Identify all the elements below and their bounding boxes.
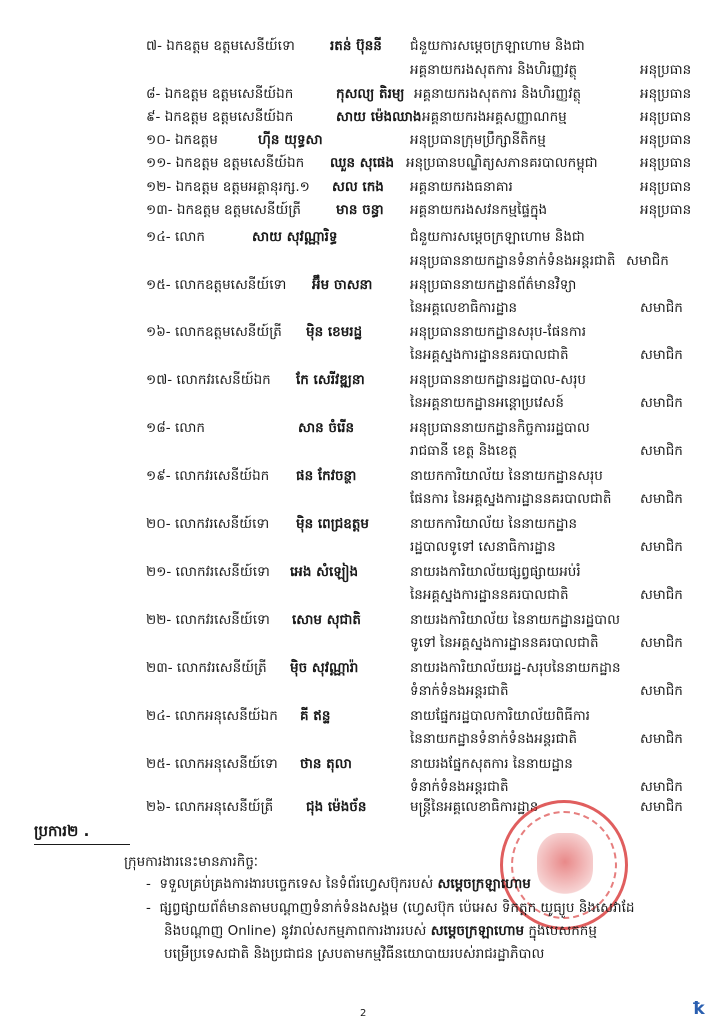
member-duty-line2: នៃអគ្គស្នងការដ្ឋាននគរបាលជាតិ — [410, 347, 569, 363]
member-name: ឈួន សុផេង — [330, 155, 395, 171]
member-role: អនុប្រធាន — [640, 202, 692, 218]
member-name: សល កេង — [332, 179, 384, 195]
member-duty-line2: ទំនាក់ទំនងអន្តរជាតិ — [410, 779, 509, 795]
member-duty-line2: អគ្គនាយករងសុតការ និងហិរញ្ញវត្ថុ — [410, 62, 578, 78]
article-bullet-2-line3: បម្រើប្រទេសជាតិ និងប្រជាជន ស្របតាមកម្មវិធីនយោបាយរបស់រាជរដ្ឋាភិបាល — [164, 946, 545, 962]
article-bullet-1: - ទទួលគ្រប់គ្រងការងារបច្ចេកទេស នៃទំព័រហ្វេសប៊ុករបស់ សម្តេចក្រឡាហោម — [146, 876, 531, 892]
member-number-title: ២២- លោកវរសេនីយ៍ទោ — [146, 612, 270, 628]
member-duty-line2: ទូទៅ នៃអគ្គស្នងការដ្ឋាននគរបាលជាតិ — [410, 635, 599, 651]
member-name: អ៊ឹម ចាសនា — [312, 277, 373, 293]
member-duty: ជំនួយការសម្តេចក្រឡាហោម និងជា — [410, 229, 585, 245]
member-duty: អនុប្រធានបណ្ឌិត្យសភានគរបាលកម្ពុជា — [406, 155, 598, 171]
member-role: សមាជិក — [626, 253, 669, 269]
member-duty: អនុប្រធាននាយកដ្ឋានព័ត៌មានវិទ្យា — [410, 277, 577, 293]
member-name: កែ សេរីវឌ្ឍនា — [296, 372, 365, 388]
member-name: ផន កែវចន្ថា — [296, 468, 357, 484]
member-role: អនុប្រធាន — [640, 179, 692, 195]
member-role: សមាជិក — [640, 683, 683, 699]
member-number-title: ២៦- លោកអនុសេនីយ៍ត្រី — [146, 799, 274, 815]
member-name: ម៉ិច សុវណ្ណារ៉ា — [290, 660, 359, 676]
member-duty: អនុប្រធាននាយកដ្ឋានកិច្ចការរដ្ឋបាល — [410, 420, 590, 436]
member-name: សាយ ម៉េងឈាង — [336, 109, 422, 125]
member-name: គី ឥន្ទ — [300, 708, 331, 724]
member-role: សមាជិក — [640, 347, 683, 363]
member-number-title: ២៤- លោកអនុសេនីយ៍ឯក — [146, 708, 278, 724]
handwritten-initial: ꝁ — [693, 999, 705, 1019]
member-role: អនុប្រធាន — [640, 155, 692, 171]
member-duty: អគ្គនាយករងអគ្គសញ្ញាណកម្ម — [422, 109, 567, 125]
member-duty: នាយរងការិយាល័យរដ្ឋ-សរុបនៃនាយកដ្ឋាន — [410, 660, 621, 676]
member-role: សមាជិក — [640, 443, 683, 459]
member-duty: អនុប្រធាននាយកដ្ឋានសរុប-ផែនការ — [410, 324, 586, 340]
member-role: សមាជិក — [640, 779, 683, 795]
member-duty: អគ្គនាយករងធនាគារ — [410, 179, 513, 195]
member-number-title: ១២- ឯកឧត្តម ឧត្តមអគ្គានុរក្ស.១ — [146, 179, 310, 195]
member-duty-line2: ផែនការ នៃអគ្គស្នងការដ្ឋាននគរបាលជាតិ — [410, 491, 612, 507]
member-number-title: ១៩- លោកវរសេនីយ៍ឯក — [146, 468, 270, 484]
member-number-title: ២០- លោកវរសេនីយ៍ទោ — [146, 516, 270, 532]
member-duty: ជំនួយការសម្តេចក្រឡាហោម និងជា — [410, 38, 585, 54]
member-role: សមាជិក — [640, 300, 683, 316]
member-role: សមាជិក — [640, 587, 683, 603]
member-duty: អគ្គនាយករងសុតការ និងហិរញ្ញវត្ថុ — [414, 86, 582, 102]
member-name: រតន់ ប៊ុននី — [330, 38, 382, 54]
member-name: សាយ សុវណ្ណារិទ្ធ — [252, 229, 338, 245]
member-role: សមាជិក — [640, 491, 683, 507]
article-bullet-2-line2: និងបណ្តាញ Online) នូវរាល់សកម្មភាពការងាររបស់ សម្តេចក្រឡាហោម ក្នុងបេសកកម្ម — [164, 923, 597, 939]
article-intro: ក្រុមការងារនេះមានភារកិច្ចៈ — [124, 854, 259, 870]
member-name: អេង សំឡៀង — [290, 564, 359, 580]
member-role: សមាជិក — [640, 731, 683, 747]
member-name: ហ៊ីន យុទ្ធសា — [258, 132, 323, 148]
member-role: អនុប្រធាន — [640, 109, 692, 125]
member-role: សមាជិក — [640, 635, 683, 651]
highlighted-name: សម្តេចក្រឡាហោម — [430, 923, 525, 939]
member-number-title: ១០- ឯកឧត្តម — [146, 132, 218, 148]
member-duty-line2: នៃអគ្គនាយកដ្ឋានអន្តោប្រវេសន៍ — [410, 395, 564, 411]
member-number-title: ២៣- លោកវរសេនីយ៍ត្រី — [146, 660, 267, 676]
member-role: អនុប្រធាន — [640, 62, 692, 78]
member-number-title: ៩- ឯកឧត្តម ឧត្តមសេនីយ៍ឯក — [146, 109, 294, 125]
member-duty: នាយរងផ្នែកសុតការ នៃនាយដ្ឋាន — [410, 756, 573, 772]
member-duty-line2: ទំនាក់ទំនងអន្តរជាតិ — [410, 683, 509, 699]
member-duty: នាយកការិយាល័យ នៃនាយកដ្ឋានសរុប — [410, 468, 603, 484]
member-number-title: ២៥- លោកអនុសេនីយ៍ទោ — [146, 756, 278, 772]
member-name: ម៉ិន ពេជ្រឧត្តម — [296, 516, 369, 532]
member-number-title: ១៤- លោក — [146, 229, 205, 245]
member-duty-line2: រដ្ឋបាលទូទៅ សេនាធិការដ្ឋាន — [410, 539, 556, 555]
bullet-dash: - — [146, 900, 160, 916]
member-duty: អនុប្រធានក្រុមប្រឹក្សានីតិកម្ម — [410, 132, 546, 148]
member-name: សោម សុជាតិ — [292, 612, 361, 628]
member-number-title: ១៦- លោកឧត្តមសេនីយ៍ត្រី — [146, 324, 282, 340]
member-role: អនុប្រធាន — [640, 86, 692, 102]
member-number-title: ២១- លោកវរសេនីយ៍ទោ — [146, 564, 270, 580]
article-heading: ប្រការ២ . — [34, 822, 89, 844]
member-duty: នាយរងការិយាល័យផ្សព្វផ្សាយអប់រំ — [410, 564, 581, 580]
member-duty-line2: នៃអគ្គស្នងការដ្ឋាននគរបាលជាតិ — [410, 587, 569, 603]
member-number-title: ៨- ឯកឧត្តម ឧត្តមសេនីយ៍ឯក — [146, 86, 294, 102]
highlighted-name: សម្តេចក្រឡាហោម — [437, 876, 531, 892]
member-duty: នាយរងការិយាល័យ នៃនាយកដ្ឋានរដ្ឋបាល — [410, 612, 620, 628]
member-role: សមាជិក — [640, 539, 683, 555]
member-number-title: ១៧- លោកវរសេនីយ៍ឯក — [146, 372, 271, 388]
member-name: កុសល្យ តិរម្យ — [336, 86, 405, 102]
member-number-title: ១៣- ឯកឧត្តម ឧត្តមសេនីយ៍ត្រី — [146, 202, 301, 218]
member-duty-line2: រាជធានី ខេត្ត និងខេត្ត — [410, 443, 518, 459]
member-duty: នាយផ្នែករដ្ឋបាលការិយាល័យពិធីការ — [410, 708, 590, 724]
member-number-title: ៧- ឯកឧត្តម ឧត្តមសេនីយ៍ទោ — [146, 38, 295, 54]
member-role: សមាជិក — [640, 799, 683, 815]
member-name: ម៉ិន ខេមរដ្ឋ — [306, 324, 363, 340]
member-role: សមាជិក — [640, 395, 683, 411]
page-number: 2 — [360, 1008, 367, 1019]
member-name: សាន ចំរើន — [298, 420, 355, 436]
member-duty-line2: នៃអគ្គលេខាធិការដ្ឋាន — [410, 300, 518, 316]
member-duty-line2: អនុប្រធាននាយកដ្ឋានទំនាក់ទំនងអន្តរជាតិ — [410, 253, 616, 269]
member-name: មាន ចន្ធា — [336, 202, 384, 218]
member-duty: នាយកការិយាល័យ នៃនាយកដ្ឋាន — [410, 516, 578, 532]
member-duty-line2: នៃនាយកដ្ឋានទំនាក់ទំនងអន្តរជាតិ — [410, 731, 578, 747]
member-name: ថាន តុលា — [300, 756, 352, 772]
member-name: ជុង ម៉េងច័ន — [306, 799, 367, 815]
member-duty: អគ្គនាយករងសវនកម្មផ្ទៃក្នុង — [410, 202, 548, 218]
bullet-dash: - — [146, 876, 160, 892]
member-number-title: ១៥- លោកឧត្តមសេនីយ៍ទោ — [146, 277, 287, 293]
member-role: អនុប្រធាន — [640, 132, 692, 148]
article-bullet-2: - ផ្សព្វផ្សាយព័ត៌មានតាមបណ្តាញទំនាក់ទំនងសង្គម (ហ្វេសប៊ុក ប៉េអេស ទិកត្តក យូធ្យូប និងសេវាដែ — [146, 900, 635, 916]
member-number-title: ១៨- លោក — [146, 420, 205, 436]
member-duty: មន្ត្រីនៃអគ្គលេខាធិការដ្ឋាន — [410, 799, 539, 815]
member-duty: អនុប្រធាននាយកដ្ឋានរដ្ឋបាល-សរុប — [410, 372, 586, 388]
member-number-title: ១១- ឯកឧត្តម ឧត្តមសេនីយ៍ឯក — [146, 155, 305, 171]
seal-emblem — [537, 833, 593, 897]
